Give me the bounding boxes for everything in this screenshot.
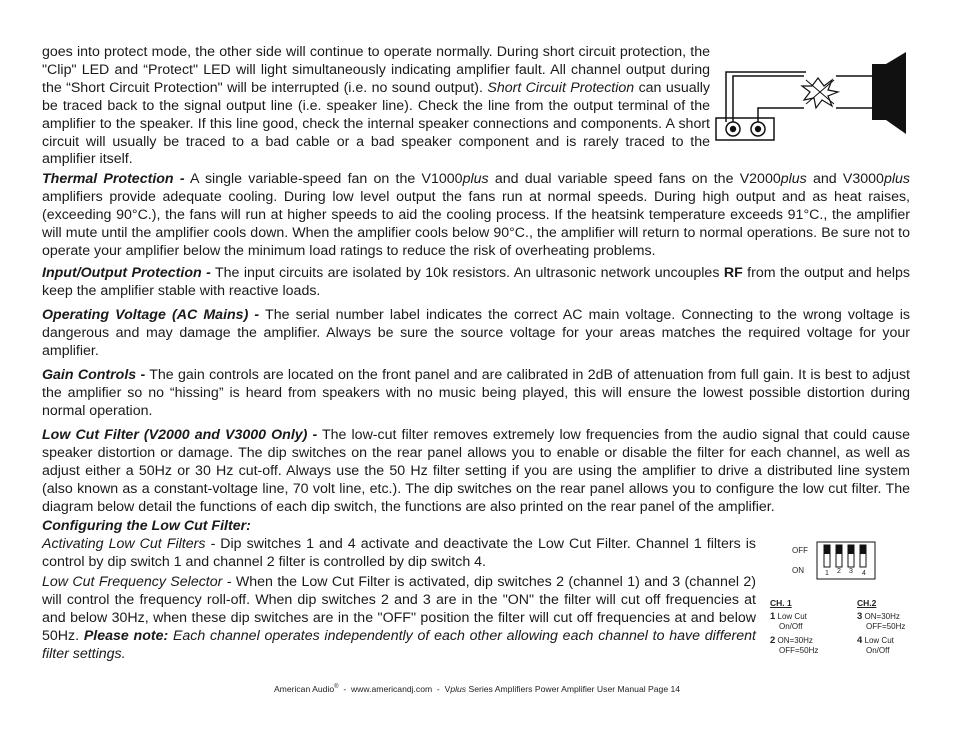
thermal-protection-paragraph: Thermal Protection - A single variable-speed fan on the V1000plus and dual variable speed fans on the V2000plus and V3000plus amplifiers provide adequate cooling. During low level output the fans run at normal speeds. During high output and as heat raises, (exceeding 90°C.), the fans will run at higher speeds to aid the cooling process. If the heatsink temperature exceeds 91°C., the amplifier will mute until the amplifier cools down. When the amplifier cools below 90°C., the amplifier will return to normal operations. Be sure not to operate your amplifier below the minimum load ratings to reduce the risk of overheating problems. — [42, 171, 910, 259]
dip-number-3: 3 — [849, 568, 853, 575]
speaker-short-circuit-illustration — [714, 50, 914, 152]
page-footer: American Audio® - www.americandj.com - Vplus Series Amplifiers Power Amplifier User Manual Page 14 — [273, 684, 681, 694]
spark-icon — [802, 78, 838, 108]
operating-voltage-paragraph: Operating Voltage (AC Mains) - The serial number label indicates the correct AC main voltage. Connecting to the wrong voltage is dangerous and may damage the amplifier. Always be sure the source voltage for your areas matches the required voltage for your amplifier. — [42, 307, 910, 359]
dip-off-label: OFF — [792, 546, 808, 555]
dip-number-1: 1 — [825, 570, 829, 577]
dip-number-2: 2 — [837, 568, 841, 575]
speaker-icon — [872, 52, 906, 134]
io-protection-paragraph: Input/Output Protection - The input circuits are isolated by 10k resistors. An ultrasonic network uncouples RF from the output and helps keep the amplifier stable with reactive loads. — [42, 265, 910, 299]
configuring-heading: Configuring the Low Cut Filter: — [42, 518, 251, 534]
dip-number-4: 4 — [862, 570, 866, 577]
gain-controls-paragraph: Gain Controls - The gain controls are located on the front panel and are calibrated in 2dB of attenuation from full gain. It is best to adjust the amplifier so no “hissing” is heard from speakers with no music being played, this will ensure the lowest possible distortion during normal operation. — [42, 367, 911, 419]
ch2-legend: CH.2 3 ON=30Hz OFF=50Hz 4 Low Cut On/Off — [857, 598, 906, 655]
low-cut-filter-paragraph: Low Cut Filter (V2000 and V3000 Only) - The low-cut filter removes extremely low frequencies from the audio signal that could cause speaker distortion or damage. The dip switches on the rear panel allows you to enable or disable the filter for each channel, as well as adjust either a 50Hz or 30 Hz cut-off. Always use the 50 Hz filter setting if you are using the amplifier to drive a distributed line system (also known as a constant-voltage line, 70 volt line, etc.). The dip switches on the rear panel allows you to configure the low cut filter. The diagram below detail the functions of each dip switch, the functions are also printed on the rear panel of the amplifier. — [42, 427, 910, 515]
short-circuit-paragraph: goes into protect mode, the other side will continue to operate normally. During short circuit protection, the "Clip" LED and “Protect" LED will light simultaneously indicating amplifier fault. All channel output during the “Short Circuit Protection" will be interrupted (i.e. no sound output). Short Circuit Protection can usually be traced back to the signal output line (i.e. speaker line). Check the line from the output terminal of the amplifier to the speaker. If this line good, check the internal speaker connections and components. A short circuit will usually be traced to a bad cable or a bad speaker component and is rarely traced to the amplifier itself. — [42, 44, 711, 168]
frequency-selector-paragraph: Low Cut Frequency Selector - When the Low Cut Filter is activated, dip switches 2 (channel 1) and 3 (channel 2) will control the frequency roll-off. When dip switches 2 and 3 are in the "ON" the filter will cut off frequencies at and below 30Hz, when these dip switches are in the "OFF" position the filter will cut off frequencies at and below 50Hz. Please note: Each channel operates independently of each other allowing each channel to have different filter settings. — [42, 574, 756, 662]
dip-on-label: ON — [792, 566, 804, 575]
ch1-legend: CH. 1 1 Low Cut On/Off 2 ON=30Hz OFF=50Hz — [770, 598, 819, 655]
activating-paragraph: Activating Low Cut Filters - Dip switches 1 and 4 activate and deactivate the Low Cut Filter. Channel 1 filters is control by dip switch 1 and channel 2 filter is controlled by dip switch 4. — [42, 536, 756, 570]
